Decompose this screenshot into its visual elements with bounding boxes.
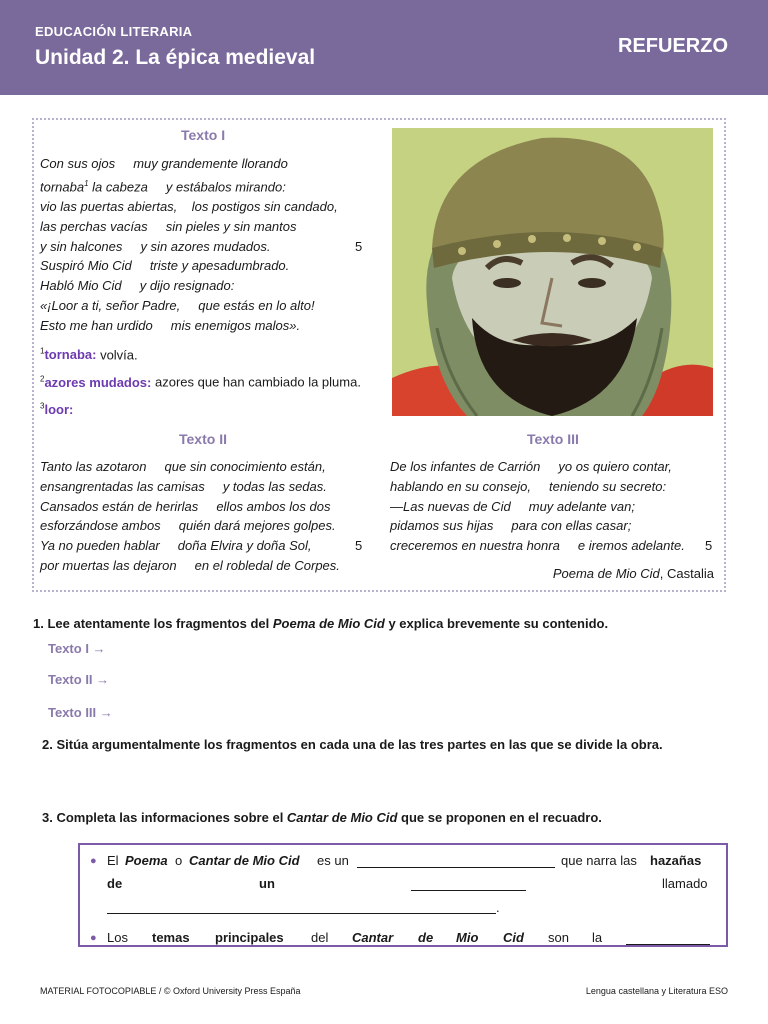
poem-line: —Las nuevas de Cid muy adelante van;: [390, 498, 635, 514]
line-number: 5: [705, 538, 713, 554]
box-word: Cantar de Mio Cid: [189, 853, 300, 868]
bullet-icon: ●: [90, 855, 97, 867]
el-cid-portrait: [392, 128, 713, 416]
fill-in-box: [78, 843, 728, 947]
answer-prompt-texto3: Texto III →: [48, 705, 113, 720]
box-word: un: [259, 876, 275, 891]
box-word: Poema: [125, 853, 168, 868]
box-word: Cantar: [352, 930, 394, 945]
poem-line: [40, 237, 380, 257]
page-header: [0, 0, 768, 95]
texto2-title: Texto II: [179, 431, 227, 447]
box-word: hazañas: [650, 853, 702, 868]
footnote-mark: 3: [40, 401, 45, 411]
poem-text: creceremos en nuestra honra e iremos adelante.: [390, 538, 685, 554]
poem-line: Suspiró Mio Cid triste y apesadumbrado.: [40, 258, 290, 274]
source-citation: [553, 566, 714, 581]
box-word: temas: [152, 930, 190, 945]
glossary-term: [40, 347, 96, 362]
poem-text: y sin halcones y sin azores mudados.: [40, 238, 271, 254]
question-3: [42, 810, 602, 825]
texto1-title: Texto I: [181, 127, 226, 143]
glossary-item: [40, 343, 385, 364]
section-label: EDUCACIÓN LITERARIA: [35, 24, 193, 39]
blank-line[interactable]: [411, 889, 526, 891]
box-word: del: [311, 930, 329, 945]
glossary-term: [40, 402, 73, 417]
level-badge: REFUERZO: [618, 35, 728, 57]
box-word: de: [418, 930, 434, 945]
footnote-mark: 1: [40, 347, 45, 356]
box-word: El: [107, 853, 119, 868]
blank-line[interactable]: [357, 866, 555, 868]
glossary-term: [40, 375, 151, 390]
question-2: 2. Sitúa argumentalmente los fragmentos en cada una de las tres partes en las que se divide la obra.: [42, 737, 663, 752]
box-word: Los: [107, 930, 128, 945]
question-text: 1. Lee atentamente los fragmentos del: [33, 616, 273, 631]
term-text: loor:: [44, 401, 74, 417]
poem-line: «¡Loor a ti, señor Padre, que estás en lo alto!: [40, 297, 315, 313]
glossary: [40, 343, 385, 425]
texto1-poem: [40, 154, 380, 336]
poem-line: ensangrentadas las camisas y todas las sedas.: [40, 478, 327, 494]
source-publisher: , Castalia: [659, 566, 714, 581]
texto3-poem: [390, 457, 720, 556]
answer-prompt-texto1: Texto I →: [48, 641, 106, 656]
poem-line: [40, 536, 370, 556]
question-text: y explica brevemente su contenido.: [384, 616, 609, 631]
poem-line: las perchas vacías sin pieles y sin mantos: [40, 218, 297, 234]
poem-text: Ya no pueden hablar doña Elvira y doña Sol,: [40, 538, 312, 554]
poem-line: Tanto las azotaron que sin conocimiento están,: [40, 459, 326, 474]
box-word: .: [496, 900, 500, 915]
poem-line: Cansados están de herirlas ellos ambos los dos: [40, 498, 331, 514]
glossary-def: azores que han cambiado la pluma.: [151, 374, 361, 390]
box-word: principales: [215, 930, 284, 945]
box-word: o: [175, 853, 183, 868]
poem-line: pidamos sus hijas para con ellas casar;: [390, 518, 632, 534]
line-number: 5: [355, 538, 363, 554]
footnote-mark: 2: [40, 374, 45, 384]
line-number: 5: [355, 238, 363, 254]
bullet-icon: ●: [90, 932, 97, 944]
glossary-item: [40, 398, 385, 419]
box-word: que narra las: [561, 853, 637, 868]
poem-line: por muertas las dejaron en el robledal de Corpes.: [40, 557, 340, 573]
poem-line: [390, 536, 720, 556]
question-text: 3. Completa las informaciones sobre el: [42, 810, 287, 825]
texto3-title: Texto III: [527, 431, 579, 447]
poem-line: Con sus ojos muy grandemente llorando: [40, 156, 288, 171]
poem-line: vio las puertas abiertas, los postigos sin candado,: [40, 198, 338, 214]
box-word: llamado: [662, 876, 708, 891]
glossary-item: [40, 370, 385, 391]
box-word: son: [548, 930, 569, 945]
blank-line[interactable]: [626, 943, 710, 945]
poem-line: De los infantes de Carrión yo os quiero contar,: [390, 459, 672, 474]
poem-word: tornaba: [40, 179, 85, 195]
poem-word: la cabeza y estábalos mirando:: [88, 179, 286, 195]
unit-title: Unidad 2. La épica medieval: [35, 46, 316, 69]
poem-line: [40, 174, 380, 197]
work-title: Cantar de Mio Cid: [286, 810, 398, 825]
box-word: la: [592, 930, 603, 945]
answer-prompt-texto2: Texto II →: [48, 672, 110, 687]
box-word: Mio: [456, 930, 479, 945]
box-word: Cid: [503, 930, 524, 945]
term-text: azores mudados:: [44, 374, 152, 390]
term-text: tornaba:: [44, 347, 97, 363]
question-1: [33, 616, 608, 631]
footnote-mark: 1: [84, 178, 89, 188]
texto2-poem: [40, 457, 370, 576]
work-title: Poema de Mio Cid: [272, 616, 385, 631]
question-text: que se proponen en el recuadro.: [397, 810, 602, 825]
source-work: Poema de Mio Cid: [552, 566, 660, 581]
box-word: es un: [317, 853, 349, 868]
poem-line: Esto me han urdido mis enemigos malos».: [40, 317, 301, 333]
glossary-def: volvía.: [96, 347, 138, 363]
box-word: de: [107, 876, 123, 891]
footer-subject: Lengua castellana y Literatura ESO: [585, 986, 728, 996]
poem-line: hablando en su consejo, teniendo su secreto:: [390, 478, 667, 494]
footer-copyright: MATERIAL FOTOCOPIABLE / © Oxford University Press España: [40, 986, 301, 996]
poem-line: Habló Mio Cid y dijo resignado:: [40, 278, 235, 294]
poem-line: esforzándose ambos quién dará mejores golpes.: [40, 518, 336, 534]
blank-line[interactable]: [107, 912, 496, 914]
